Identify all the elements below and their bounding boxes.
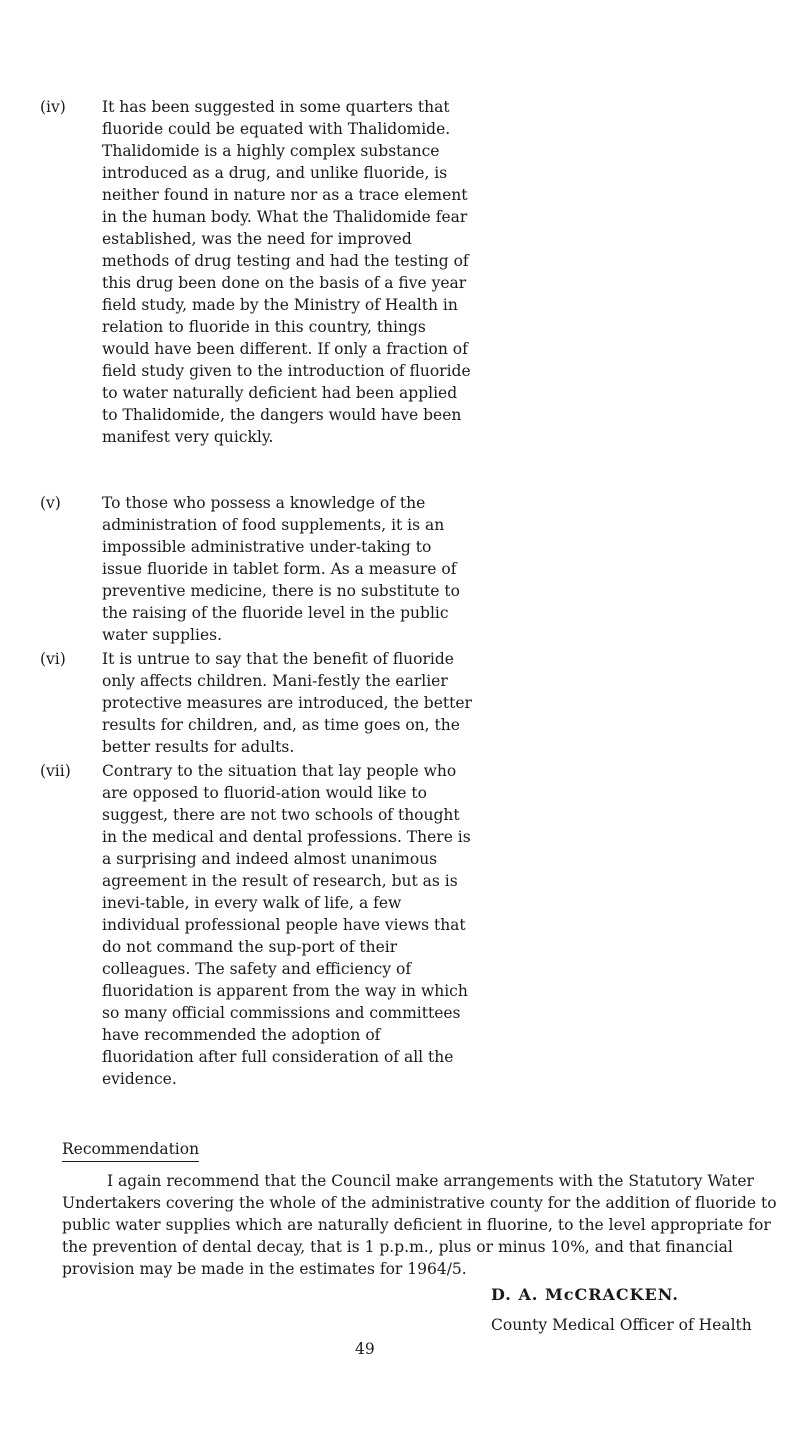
item-text: It is untrue to say that the benefit of fluoride only affects children. Mani-festly the earlier protective measures are introduced, the better results for children, and, as time goes on, the better results for adults. <box>102 650 472 756</box>
page-number: 49 <box>355 1340 375 1358</box>
item-number: (v) <box>40 494 61 512</box>
item-number: (iv) <box>40 98 66 116</box>
item-text: To those who possess a knowledge of the administration of food supplements, it is an impossible administrative under-taking to issue fluoride in tablet form. As a measure of preventive medicine, there is no substitute to the raising of the fluoride level in the public water supplies. <box>102 494 460 644</box>
signature-title: County Medical Officer of Health <box>491 1316 752 1334</box>
list-item-vii <box>40 760 580 1090</box>
list-item-iv <box>40 96 580 448</box>
item-number: (vi) <box>40 650 66 668</box>
item-number: (vii) <box>40 762 71 780</box>
list-item-v <box>40 492 580 646</box>
item-text: Contrary to the situation that lay people who are opposed to fluorid-ation would like to suggest, there are not two schools of thought in the medical and dental professions. There is a surprising and indeed almost unanimous agreement in the result of research, but as is inevi-table, in every walk of life, a few individual professional people have views that do not command the sup-port of their colleagues. The safety and efficiency of fluoridation is apparent from the way in which so many official commissions and committees have recommended the adoption of fluoridation after full consideration of all the evidence. <box>102 762 471 1088</box>
recommendation-body: I again recommend that the Council make arrangements with the Statutory Water Undertakers covering the whole of the administrative county for the addition of fluoride to public water supplies which are naturally deficient in fluorine, to the level appropriate for the prevention of dental decay, that is 1 p.p.m., plus or minus 10%, and that financial provision may be made in the estimates for 1964/5. <box>62 1172 777 1278</box>
recommendation-heading: Recommendation <box>62 1138 199 1162</box>
list-item-vi <box>40 648 580 758</box>
signature-name: D. A. McCRACKEN. <box>491 1285 679 1304</box>
item-text: It has been suggested in some quarters that fluoride could be equated with Thalidomide. Thalidomide is a highly complex substance introduced as a drug, and unlike fluoride, is neither found in nature nor as a trace element in the human body. What the Thalidomide fear established, was the need for improved methods of drug testing and had the testing of this drug been done on the basis of a five year field study, made by the Ministry of Health in relation to fluoride in this country, things would have been different. If only a fraction of field study given to the introduction of fluoride to water naturally deficient had been applied to Thalidomide, the dangers would have been manifest very quickly. <box>102 98 471 446</box>
